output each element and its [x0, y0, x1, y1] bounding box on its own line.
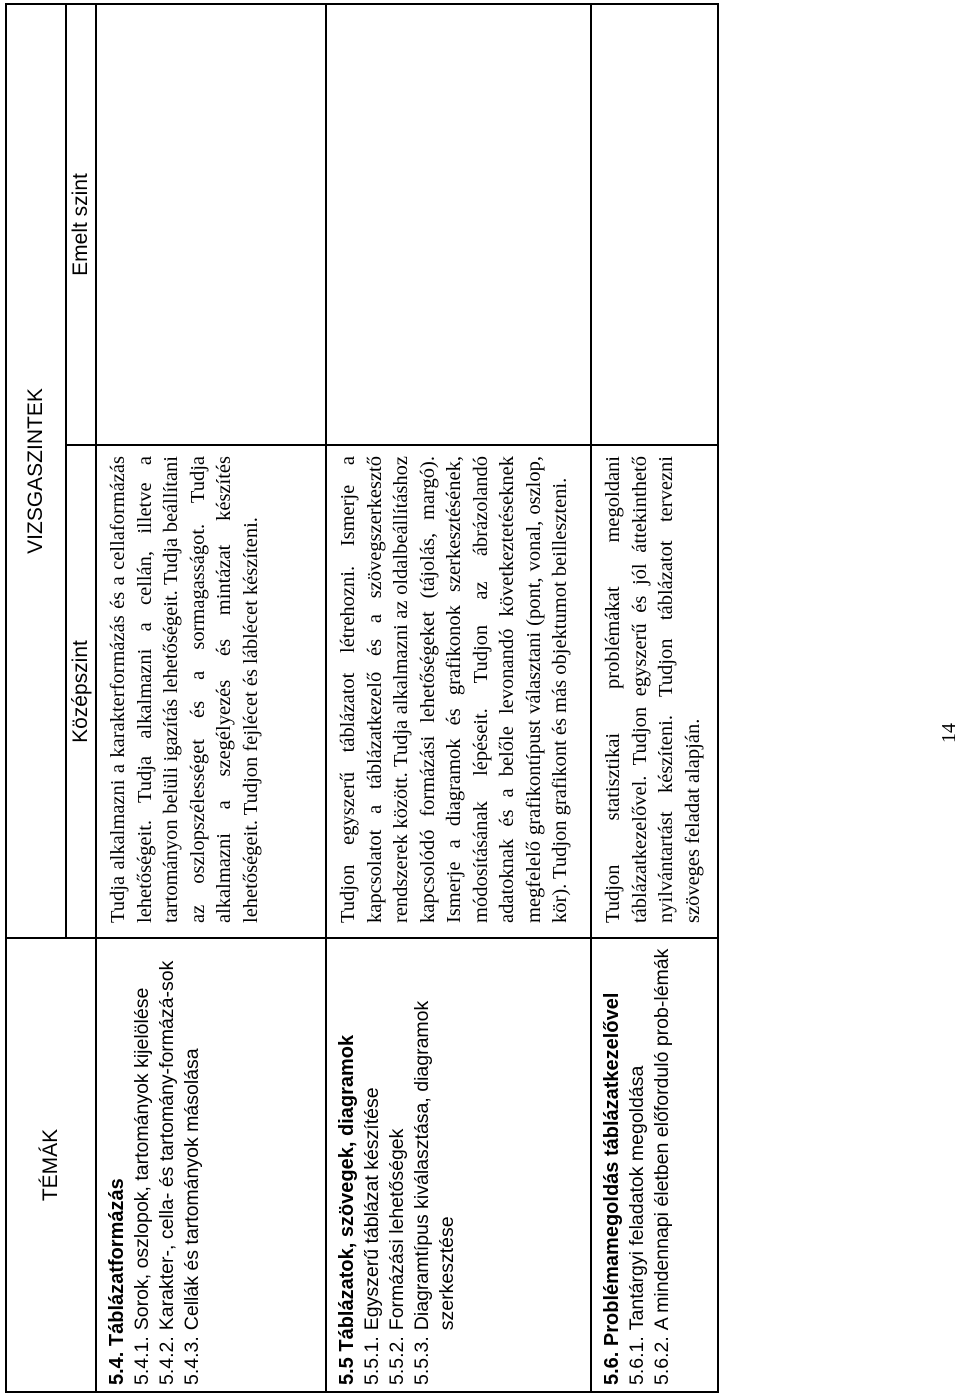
topic-item [650, 945, 675, 1385]
topic-text: Cellák és tartományok másolása [181, 1048, 203, 1331]
table-row [96, 4, 326, 1392]
table-row [326, 4, 591, 1392]
emelt-cell [591, 4, 718, 445]
topic-text: Tantárgyi feladatok megoldása [626, 1065, 648, 1331]
section-title: 5.5 Táblázatok, szövegek, diagramok [336, 1034, 358, 1385]
topic-item [180, 945, 205, 1385]
topic-number: 5.4.3. [181, 1336, 203, 1385]
topic-item [130, 945, 155, 1385]
topic-number: 5.6.1. [626, 1336, 648, 1385]
topic-text: Karakter-, cella- és tartomány-formázá-sok [156, 960, 178, 1331]
topic-item [155, 945, 180, 1385]
table-row [591, 4, 718, 1392]
kozepszint-text: Tudjon egyszerű táblázatot létrehozni. Ismerje a kapcsolatot a táblázatkezelő és a szövegszerkesztő rendszerek között. Tudja alkalmazni az oldalbeállításhoz kapcsolódó formázási lehetőségeket (tájolás, margó). Ismerje a diagramok és grafikonok szerkesztésének, módosításának lépéseit. Tudjon az ábrázolandó adatoknak és a belőle levonandó következtetéseknek megfelelő grafikontípust választani (pont, vonal, oszlop, kör). Tudjon grafikont és más objektumot beilleszteni. [337, 456, 571, 923]
curriculum-table [5, 3, 719, 1393]
header-temak: TÉMÁK [6, 938, 96, 1392]
kozepszint-cell [591, 445, 718, 938]
header-kozepszint: Középszint [66, 445, 96, 938]
topic-cell [96, 938, 326, 1392]
topic-number: 5.6.2. [651, 1336, 673, 1385]
topic-text: Sorok, oszlopok, tartományok kijelölése [131, 987, 153, 1331]
section-title: 5.6. Problémamegoldás táblázatkezelővel [601, 992, 623, 1385]
emelt-cell [326, 4, 591, 445]
topic-number: 5.5.3. [411, 1336, 433, 1385]
kozepszint-text: Tudja alkalmazni a karakterformázás és a cellaformázás lehetőségeit. Tudja alkalmazni a cellán, illetve a tartományon belüli igazítás lehetőségeit. Tudja beállítani az oszlopszélességet és a sormagasságot. Tudja alkalmazni a szegélyezés és mintázat készítés lehetőségeit. Tudjon fejlécet és láblécet készíteni. [107, 456, 262, 923]
page-number: 14 [938, 723, 960, 743]
topic-number: 5.4.2. [156, 1336, 178, 1385]
topic-text: Formázási lehetőségek [386, 1128, 408, 1331]
topic-number: 5.5.2. [386, 1336, 408, 1385]
topic-text: A mindennapi életben előforduló prob-lémák [651, 948, 673, 1331]
table-header-row [6, 4, 66, 1392]
topic-item [385, 945, 410, 1385]
topic-cell [591, 938, 718, 1392]
topic-cell [326, 938, 591, 1392]
kozepszint-cell [96, 445, 326, 938]
emelt-cell [96, 4, 326, 445]
topic-number: 5.4.1. [131, 1336, 153, 1385]
topic-item [625, 945, 650, 1385]
header-vizsgaszintek: VIZSGASZINTEK [6, 4, 66, 938]
header-emelt-szint: Emelt szint [66, 4, 96, 445]
topic-item [410, 945, 460, 1385]
topic-number: 5.5.1. [361, 1336, 383, 1385]
kozepszint-text: Tudjon statisztikai problémákat megoldani táblázatkezelővel. Tudjon egyszerű és jól áttekinthető nyilvántartást készíteni. Tudjon táblázatot tervezni szöveges feladat alapján. [602, 456, 704, 923]
kozepszint-cell [326, 445, 591, 938]
section-title: 5.4. Táblázatformázás [106, 1178, 128, 1385]
topic-item [360, 945, 385, 1385]
topic-text: Diagramtípus kiválasztása, diagramok szerkesztése [411, 1000, 458, 1331]
topic-text: Egyszerű táblázat készítése [361, 1087, 383, 1331]
